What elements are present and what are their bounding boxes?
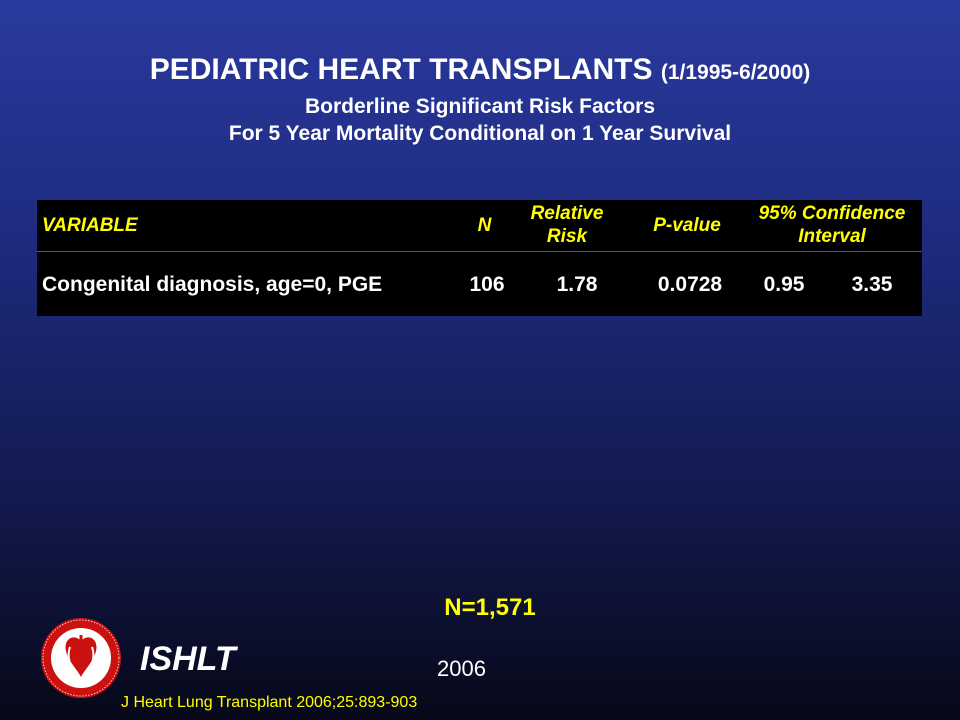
cell-relative-risk: 1.78 bbox=[556, 273, 598, 296]
title-main: PEDIATRIC HEART TRANSPLANTS bbox=[149, 53, 653, 86]
ishlt-label: ISHLT bbox=[140, 640, 236, 678]
cell-n: 106 bbox=[469, 273, 505, 296]
cell-p-value: 0.0728 bbox=[657, 273, 723, 296]
year-label: 2006 bbox=[437, 656, 486, 681]
header-divider bbox=[37, 251, 922, 252]
cell-ci-high: 3.35 bbox=[851, 273, 893, 296]
header-n: N bbox=[477, 215, 492, 236]
header-confidence-interval bbox=[742, 202, 922, 248]
header-ci-line2: Interval bbox=[798, 226, 866, 247]
cell-ci-low: 0.95 bbox=[763, 273, 805, 296]
header-variable: VARIABLE bbox=[42, 215, 138, 236]
slide-title bbox=[0, 50, 960, 147]
header-relative-risk-line2: Risk bbox=[546, 226, 588, 247]
header-ci-line1: 95% Confidence bbox=[758, 203, 906, 224]
header-relative-risk-line1: Relative bbox=[530, 203, 604, 224]
total-n: N=1,571 bbox=[444, 594, 536, 621]
header-relative-risk bbox=[517, 202, 617, 248]
cell-variable: Congenital diagnosis, age=0, PGE bbox=[42, 273, 383, 296]
title-line-3: For 5 Year Mortality Conditional on 1 Year Survival bbox=[228, 122, 732, 145]
ishlt-logo bbox=[40, 617, 122, 699]
citation: J Heart Lung Transplant 2006;25:893-903 bbox=[121, 694, 418, 711]
title-main-line bbox=[0, 50, 960, 93]
risk-factor-table bbox=[37, 200, 922, 316]
title-line-2: Borderline Significant Risk Factors bbox=[304, 95, 656, 118]
title-date-range: (1/1995-6/2000) bbox=[660, 61, 811, 84]
header-p-value: P-value bbox=[653, 215, 721, 236]
